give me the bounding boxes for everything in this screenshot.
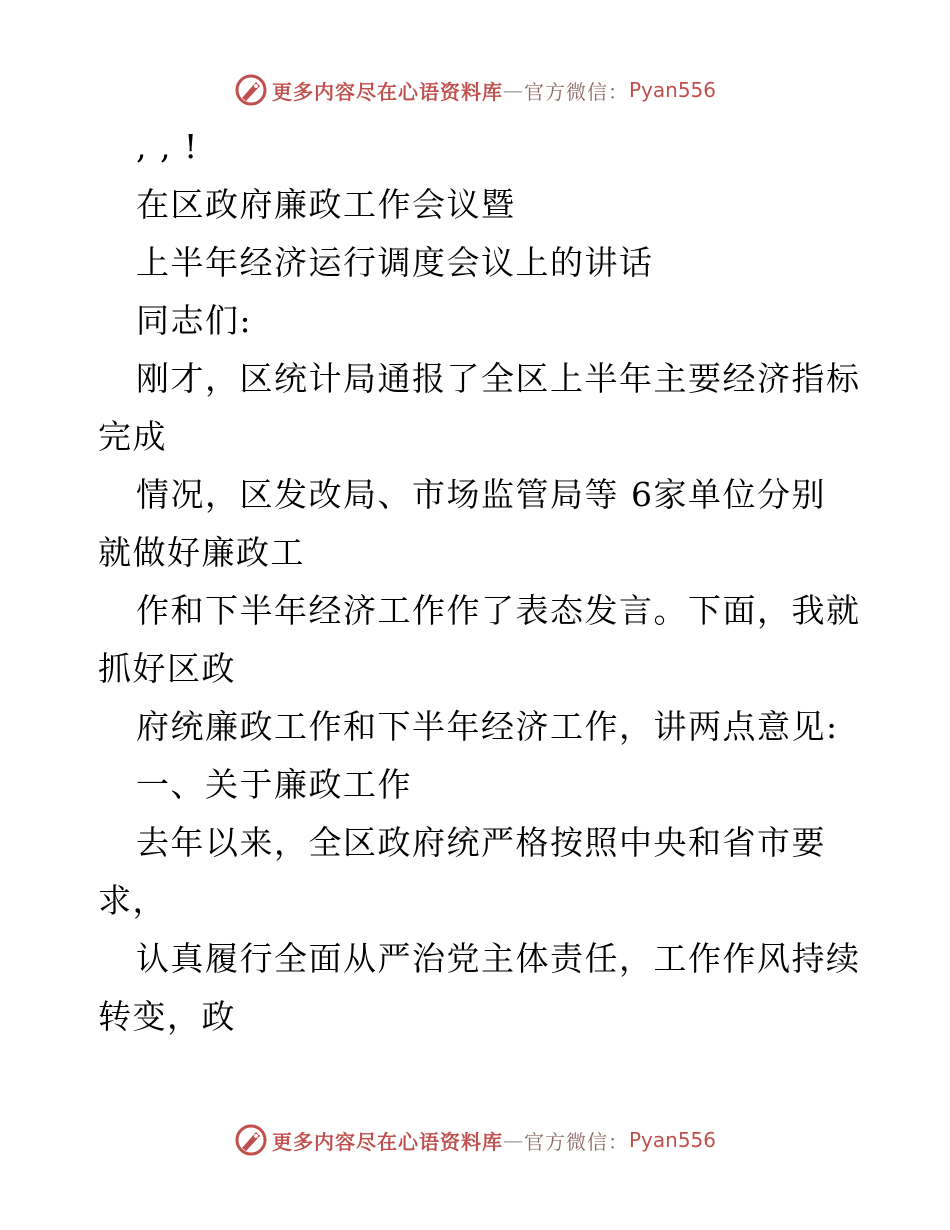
text-line: 抓好区政 xyxy=(98,649,236,688)
salutation: 同志们: xyxy=(136,301,253,340)
text-line: , , ! xyxy=(136,127,199,166)
text-line: 转变，政 xyxy=(98,997,236,1036)
watermark-wechat-id: Pyan556 xyxy=(628,1128,716,1152)
watermark-official-label: 官方微信： xyxy=(523,1129,629,1154)
text-line: 去年以来，全区政府统严格按照中央和省市要 xyxy=(136,823,826,862)
text-line: 府统廉政工作和下半年经济工作，讲两点意见: xyxy=(136,707,839,746)
text-line: 求， xyxy=(98,881,167,920)
text-line: 认真履行全面从严治党主体责任，工作作风持续 xyxy=(136,939,861,978)
watermark-official-label: 官方微信： xyxy=(523,79,629,104)
text-line: 作和下半年经济工作作了表态发言。下面，我就 xyxy=(136,591,861,630)
pen-nib-logo-icon xyxy=(234,73,268,107)
watermark-main-text: 更多内容尽在心语资料库 xyxy=(271,79,503,104)
text-line: 刚才，区统计局通报了全区上半年主要经济指标 xyxy=(136,359,861,398)
text-line: 就做好廉政工 xyxy=(98,533,305,572)
watermark-dash: — xyxy=(502,1128,524,1152)
watermark-dash: — xyxy=(502,78,524,102)
header-watermark xyxy=(0,70,950,110)
document-body xyxy=(98,118,861,1046)
footer-watermark xyxy=(0,1120,950,1160)
text-line: 情况，区发改局、市场监管局等 6家单位分别 xyxy=(136,475,826,514)
title-line-2: 上半年经济运行调度会议上的讲话 xyxy=(136,243,654,282)
pen-nib-logo-icon xyxy=(234,1123,268,1157)
title-line-1: 在区政府廉政工作会议暨 xyxy=(136,185,516,224)
text-line: 完成 xyxy=(98,417,167,456)
section-heading: 一、关于廉政工作 xyxy=(136,765,412,804)
watermark-main-text: 更多内容尽在心语资料库 xyxy=(271,1129,503,1154)
watermark-wechat-id: Pyan556 xyxy=(628,78,716,102)
